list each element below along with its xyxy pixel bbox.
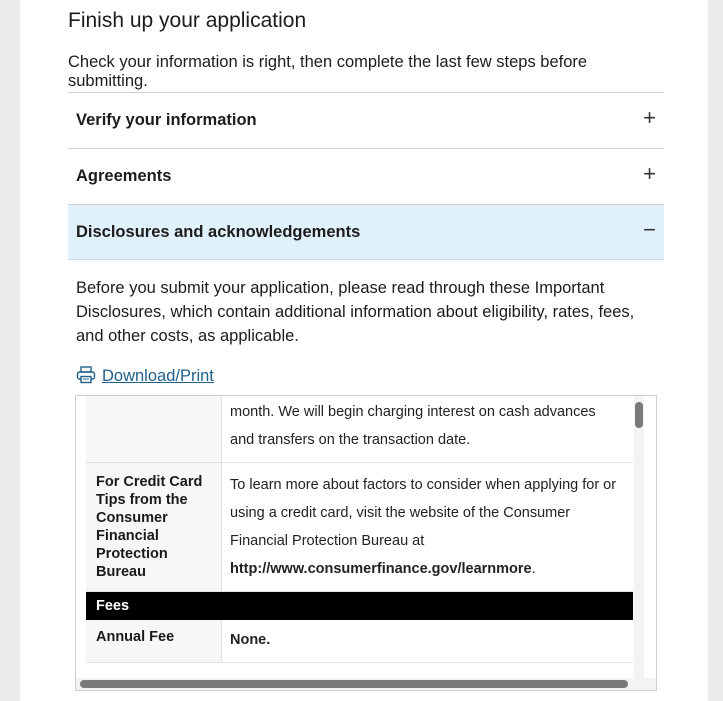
table-row <box>86 463 633 592</box>
page-subtitle: Check your information is right, then complete the last few steps before submitting. <box>68 53 588 90</box>
vertical-scrollbar-thumb[interactable] <box>635 402 643 428</box>
page-title: Finish up your application <box>68 9 307 32</box>
accordion-label: Disclosures and acknowledgements <box>76 223 361 241</box>
minus-icon[interactable]: − <box>643 217 656 242</box>
annual-fee-label: Annual Fee <box>86 620 222 663</box>
table-row <box>86 396 633 463</box>
disclosures-scroll-frame[interactable] <box>75 395 657 691</box>
disclosures-table <box>86 396 633 663</box>
row-text-post: . <box>531 561 536 577</box>
row-label <box>86 396 222 463</box>
row-text <box>222 463 634 592</box>
vertical-scrollbar[interactable] <box>634 396 644 678</box>
annual-fee-value: None. <box>222 620 634 663</box>
application-card <box>20 0 708 701</box>
accordion-label: Agreements <box>76 167 172 185</box>
printer-icon <box>76 366 96 389</box>
cfpb-url[interactable]: http://www.consumerfinance.gov/learnmore <box>230 561 532 577</box>
plus-icon[interactable]: + <box>643 105 656 130</box>
fees-header: Fees <box>86 592 633 621</box>
download-print-label[interactable]: Download/Print <box>102 367 214 385</box>
accordion-agreements[interactable] <box>68 148 664 204</box>
horizontal-scrollbar-thumb[interactable] <box>80 680 628 688</box>
disclosures-intro: Before you submit your application, please read through these Important Disclosures, which contain additional information about eligibility, rates, fees, and other costs, as applicable. <box>76 279 635 345</box>
row-text-pre: To learn more about factors to consider when applying for or using a credit card, visit the website of the Consumer Financial Protection Bureau at <box>230 477 617 549</box>
accordion-label: Verify your information <box>76 111 257 129</box>
plus-icon[interactable]: + <box>643 161 656 186</box>
fees-header-row <box>86 592 633 621</box>
accordion-disclosures[interactable] <box>68 204 664 260</box>
accordion-verify-information[interactable] <box>68 92 664 148</box>
download-print-link[interactable] <box>76 366 214 389</box>
table-row <box>86 620 633 663</box>
row-label: For Credit Card Tips from the Consumer Financial Protection Bureau <box>86 463 222 592</box>
horizontal-scrollbar[interactable] <box>76 678 656 690</box>
row-text: month. We will begin charging interest on cash advances and transfers on the transaction date. <box>222 396 634 463</box>
